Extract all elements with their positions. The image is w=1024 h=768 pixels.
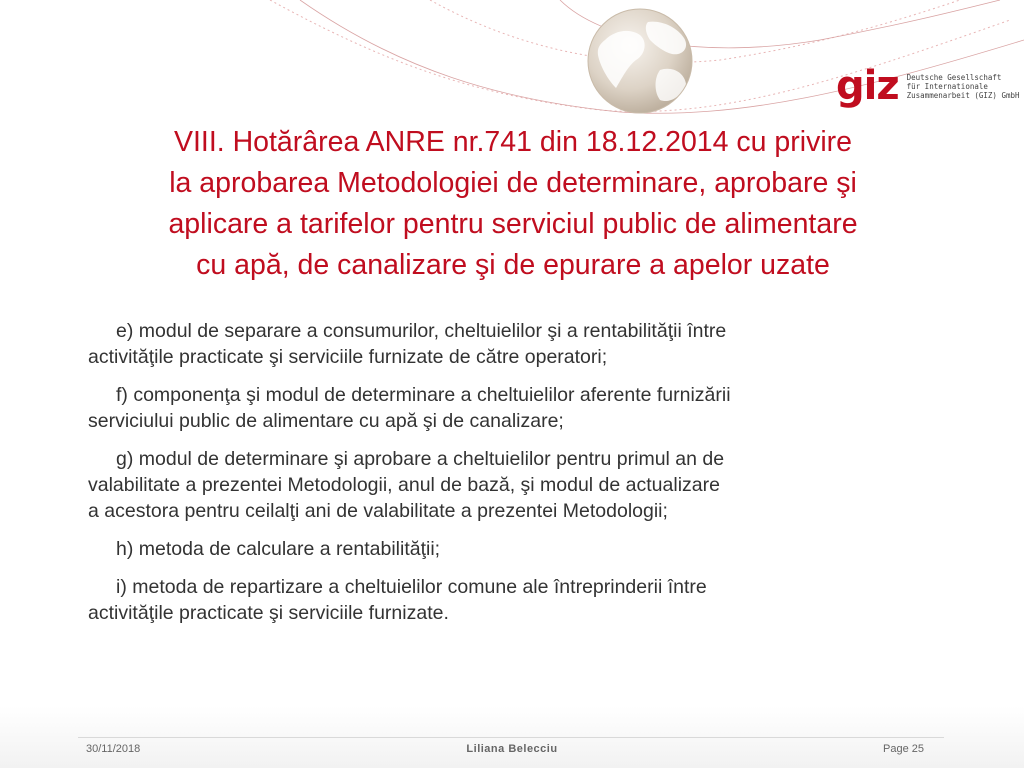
paragraph-line: activităţile practicate şi serviciile furnizate de către operatori; [88, 346, 608, 368]
paragraph-e [88, 318, 948, 370]
footer-date: 30/11/2018 [86, 743, 141, 755]
paragraph-line: serviciului public de alimentare cu apă şi de canalizare; [88, 410, 564, 432]
slide-title [80, 122, 946, 286]
title-line: VIII. Hotărârea ANRE nr.741 din 18.12.2014 cu privire [173, 126, 853, 158]
footer-divider [78, 737, 944, 738]
logo-line: für Internationale [906, 81, 988, 91]
paragraph-line: g) modul de determinare şi aprobare a cheltuielilor pentru primul an de [116, 448, 725, 470]
paragraph-line: activităţile practicate şi serviciile furnizate. [88, 602, 449, 624]
paragraph-line: a acestora pentru ceilalţi ani de valabilitate a prezentei Metodologii; [88, 500, 668, 522]
paragraph-i [88, 574, 948, 626]
paragraph-h [88, 536, 948, 562]
paragraph-line: e) modul de separare a consumurilor, cheltuielilor şi a rentabilităţii între [116, 320, 727, 342]
paragraph-f [88, 382, 948, 434]
giz-logo-text [907, 73, 1020, 100]
paragraph-line: valabilitate a prezentei Metodologii, anul de bază, şi modul de actualizare [88, 474, 720, 496]
footer-page-number: Page 25 [883, 743, 924, 755]
paragraph-line: i) metoda de repartizare a cheltuielilor comune ale întreprinderii între [116, 576, 707, 598]
logo-line: Zusammenarbeit (GIZ) GmbH [906, 90, 1020, 100]
slide-body [88, 318, 948, 638]
footer-author: Liliana Belecciu [466, 743, 558, 755]
paragraph-g [88, 446, 948, 524]
title-line: la aprobarea Metodologiei de determinare, aprobare şi [169, 167, 857, 199]
giz-logo [836, 63, 1020, 109]
giz-logo-mark: giz [836, 63, 899, 109]
title-line: aplicare a tarifelor pentru serviciul public de alimentare [168, 208, 858, 240]
paragraph-line: h) metoda de calculare a rentabilităţii; [116, 538, 441, 560]
globe-icon [588, 9, 692, 113]
title-line: cu apă, de canalizare şi de epurare a apelor uzate [196, 249, 830, 281]
paragraph-line: f) componenţa şi modul de determinare a cheltuielilor aferente furnizării [116, 384, 731, 406]
logo-line: Deutsche Gesellschaft [906, 72, 1002, 82]
